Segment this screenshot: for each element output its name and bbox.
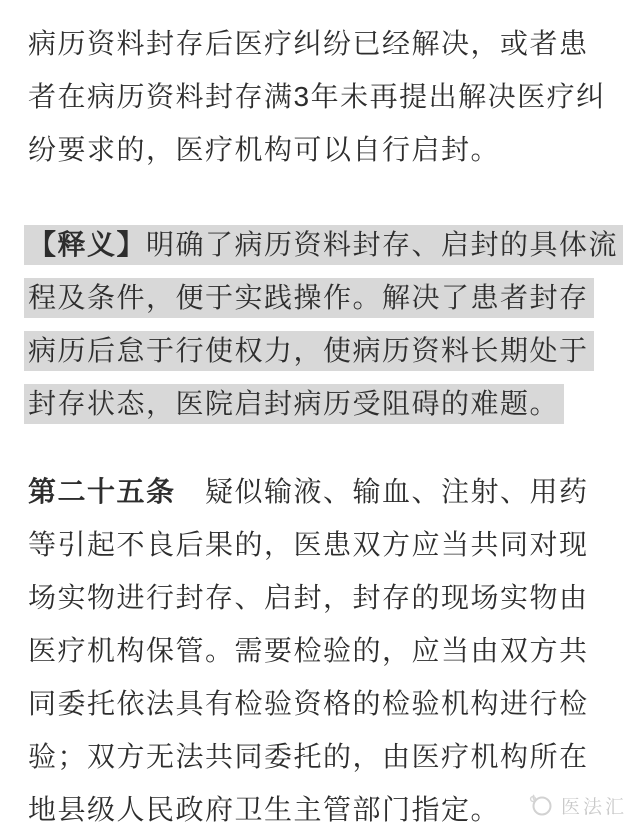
yifahui-logo-icon	[527, 792, 554, 824]
watermark	[527, 792, 627, 824]
highlighted-line	[28, 218, 622, 271]
text-line: 场实物进行封存、启封，封存的现场实物由	[28, 582, 589, 613]
text-line: 疑似输液、输血、注射、用药	[175, 476, 589, 507]
text-line	[28, 465, 622, 518]
watermark-label: 医法汇	[560, 797, 627, 818]
paragraph-article-25	[28, 465, 622, 836]
text-line: 明确了病历资料封存、启封的具体流	[146, 228, 619, 260]
text-line: 同委托依法具有检验资格的检验机构进行检	[28, 688, 589, 719]
highlight-band: 封存状态，医院启封病历受阻碍的难题。	[24, 384, 564, 424]
text-line: 地县级人民政府卫生主管部门指定。	[28, 794, 501, 825]
highlight-band	[24, 225, 623, 265]
text-line: 病历资料封存后医疗纠纷已经解决，或者患	[28, 28, 589, 59]
text-line: 纷要求的，医疗机构可以自行启封。	[28, 134, 501, 165]
text-line: 验；双方无法共同委托的，由医疗机构所在	[28, 741, 589, 772]
article-number-label: 第二十五条	[28, 476, 176, 507]
highlight-band: 病历后怠于行使权力，使病历资料长期处于	[24, 331, 594, 371]
highlighted-line	[28, 324, 622, 377]
highlight-band: 程及条件，便于实践操作。解决了患者封存	[24, 278, 594, 318]
text-line: 等引起不良后果的，医患双方应当共同对现	[28, 529, 589, 560]
paragraph-interpretation	[28, 218, 622, 430]
highlighted-line	[28, 377, 622, 430]
text-line: 医疗机构保管。需要检验的，应当由双方共	[28, 635, 589, 666]
interpretation-label: 【释义】	[28, 228, 147, 260]
paragraph-medical-record-unsealing	[28, 17, 622, 176]
highlighted-line	[28, 271, 622, 324]
text-line: 者在病历资料封存满3年未再提出解决医疗纠	[28, 81, 606, 112]
